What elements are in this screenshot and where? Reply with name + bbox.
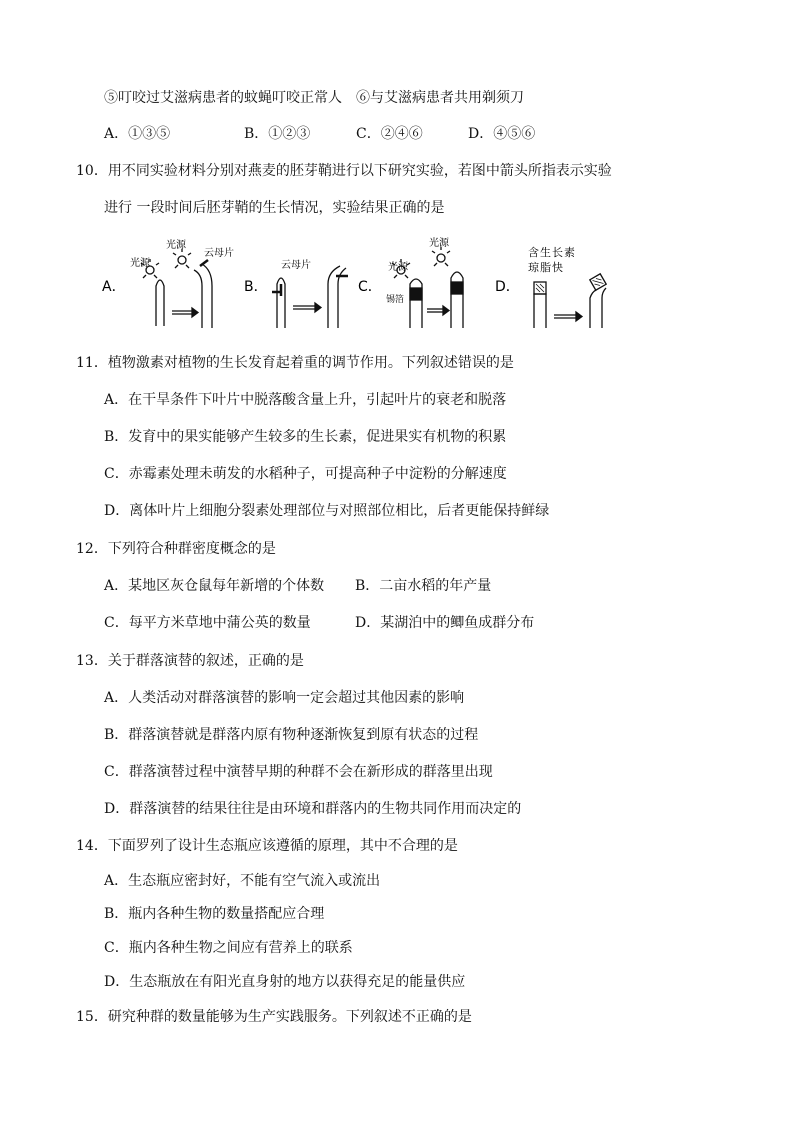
q12-stem: 12．下列符合种群密度概念的是 xyxy=(76,541,276,557)
light-source-label: 光源 xyxy=(166,240,186,251)
q14-option-a: A．生态瓶应密封好，不能有空气流入或流出 xyxy=(104,873,381,889)
q13-option-b: B．群落演替就是群落内原有物种逐渐恢复到原有状态的过程 xyxy=(104,727,479,743)
figure-label-c: C． xyxy=(358,279,382,295)
mica-sheet-label: 云母片 xyxy=(281,260,311,271)
mica-sheet-label: 云母片 xyxy=(204,248,234,259)
q12-option-d: D．某湖泊中的鲫鱼成群分布 xyxy=(355,615,535,631)
q9-option-b: B．①②③ xyxy=(244,126,311,142)
q9-option-line: ⑤叮咬过艾滋病患者的蚊蝇叮咬正常人 ⑥与艾滋病患者共用剃须刀 xyxy=(104,90,524,106)
light-source-label: 光源 xyxy=(429,238,449,249)
figure-label-b: B． xyxy=(244,279,268,295)
coleoptile-a2 xyxy=(194,260,212,328)
coleoptile-b2 xyxy=(328,266,348,328)
q10-stem-line-1: 10．用不同实验材料分别对燕麦的胚芽鞘进行以下研究实验，若图中箭头所指表示实验 xyxy=(76,163,612,179)
q11-option-d: D．离体叶片上细胞分裂素处理部位与对照部位相比，后者更能保持鲜绿 xyxy=(104,503,550,519)
coleoptile-a1 xyxy=(156,280,164,326)
q13-option-d: D．群落演替的结果往往是由环境和群落内的生物共同作用而决定的 xyxy=(104,801,522,817)
light-source-label: 光源 xyxy=(388,262,408,273)
arrow-icon xyxy=(172,308,198,317)
q11-option-a: A．在干旱条件下叶片中脱落酸含量上升，引起叶片的衰老和脱落 xyxy=(104,392,507,408)
q12-option-b: B．二亩水稻的年产量 xyxy=(355,578,492,594)
coleoptile-d2 xyxy=(590,274,606,328)
agar-block-label: 琼脂快 xyxy=(528,261,564,274)
q12-option-a: A．某地区灰仓鼠每年新增的个体数 xyxy=(104,578,325,594)
q14-stem: 14．下面罗列了设计生态瓶应该遵循的原理，其中不合理的是 xyxy=(76,838,458,854)
coleoptile-c1 xyxy=(410,279,422,328)
arrow-icon xyxy=(293,303,321,312)
q15-stem: 15．研究种群的数量能够为生产实践服务。下列叙述不正确的是 xyxy=(76,1009,472,1025)
figure-label-a: A． xyxy=(102,279,126,295)
auxin-label: 含生长素 xyxy=(528,246,576,259)
q10-stem-line-2: 进行 一段时间后胚芽鞘的生长情况，实验结果正确的是 xyxy=(104,200,445,216)
arrow-icon xyxy=(427,306,449,315)
q9-option-a: A．①③⑤ xyxy=(104,126,171,142)
q9-option-c: C．②④⑥ xyxy=(356,126,423,142)
q14-option-c: C．瓶内各种生物之间应有营养上的联系 xyxy=(104,940,353,956)
coleoptile-experiment-figure xyxy=(96,236,636,332)
coleoptile-b1 xyxy=(272,278,285,328)
coleoptile-c2 xyxy=(451,272,463,328)
light-source-icon xyxy=(173,249,191,268)
light-source-label: 光源 xyxy=(130,258,150,269)
figure-label-d: D． xyxy=(495,279,520,295)
q11-stem: 11．植物激素对植物的生长发育起着重的调节作用。下列叙述错误的是 xyxy=(76,355,514,371)
arrow-icon xyxy=(554,312,582,321)
q12-option-c: C．每平方米草地中蒲公英的数量 xyxy=(104,615,311,631)
light-source-icon xyxy=(432,247,450,266)
q13-stem: 13．关于群落演替的叙述，正确的是 xyxy=(76,653,304,669)
q11-option-b: B．发育中的果实能够产生较多的生长素，促进果实有机物的积累 xyxy=(104,429,507,445)
q14-option-d: D．生态瓶放在有阳光直身射的地方以获得充足的能量供应 xyxy=(104,974,466,990)
tin-foil-label: 锡箔 xyxy=(386,295,405,305)
q13-option-c: C．群落演替过程中演替早期的种群不会在新形成的群落里出现 xyxy=(104,764,493,780)
q13-option-a: A．人类活动对群落演替的影响一定会超过其他因素的影响 xyxy=(104,690,465,706)
q14-option-b: B．瓶内各种生物的数量搭配应合理 xyxy=(104,906,325,922)
coleoptile-d1 xyxy=(534,282,546,328)
q11-option-c: C．赤霉素处理未萌发的水稻种子，可提高种子中淀粉的分解速度 xyxy=(104,466,507,482)
q9-option-d: D．④⑤⑥ xyxy=(468,126,536,142)
